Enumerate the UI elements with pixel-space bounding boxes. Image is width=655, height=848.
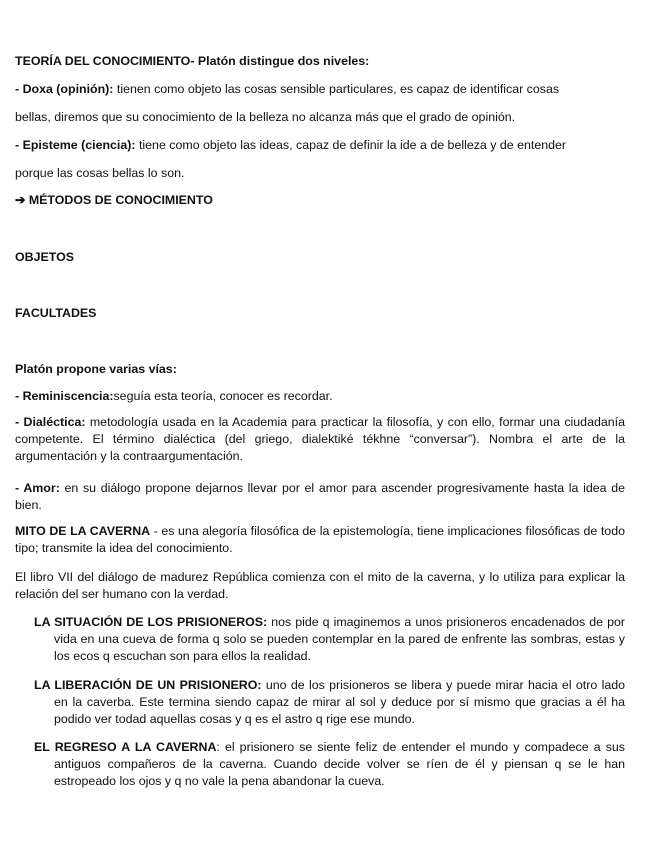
objects-heading: OBJETOS — [15, 250, 74, 264]
episteme-line-2: porque las cosas bellas lo son. — [15, 166, 185, 180]
situacion-item: LA SITUACIÓN DE LOS PRISIONEROS: nos pide q imaginemos a unos prisioneros encadenados de por vida en una cueva de forma q solo se pueden contemplar en la pared de enfrente las sombras, estas y los ecos q escuchan son para ellos la realidad. — [34, 615, 625, 663]
regreso-item: EL REGRESO A LA CAVERNA: el prisionero se siente feliz de entender el mundo y compadece a sus antiguos compañeros de la caverna. Cuando decide volver se ríen de él y piensan q se le han estropeado los ojos y q no vale la pena abandonar la cueva. — [34, 740, 626, 788]
methods-heading: ➔ MÉTODOS DE CONOCIMIENTO — [15, 193, 213, 207]
episteme-line-1: - Episteme (ciencia): tiene como objeto las ideas, capaz de definir la ide a de belleza y de entender — [15, 138, 567, 152]
libro-paragraph: El libro VII del diálogo de madurez República comienza con el mito de la caverna, y lo utiliza para explicar la relación del ser humano con la verdad. — [15, 570, 625, 601]
faculties-heading: FACULTADES — [15, 306, 97, 320]
theory-heading: TEORÍA DEL CONOCIMIENTO- Platón distingue dos niveles: — [15, 54, 370, 68]
reminiscencia-item: - Reminiscencia:seguía esta teoría, conocer es recordar. — [15, 389, 333, 403]
doxa-line-2: bellas, diremos que su conocimiento de la belleza no alcanza más que el grado de opinión. — [15, 110, 516, 124]
liberacion-item: LA LIBERACIÓN DE UN PRISIONERO: uno de los prisioneros se libera y puede mirar hacia el otro lado en la caverba. Este termina siendo capaz de mirar al sol y deduce por sí mismo que gracias a él ha podido ver todad aquellas cosas y q es el astro q rige ese mundo. — [34, 678, 626, 726]
amor-item: - Amor: en su diálogo propone dejarnos llevar por el amor para ascender progresivamente hasta la idea de bien. — [15, 481, 625, 512]
mito-paragraph: MITO DE LA CAVERNA - es una alegoría filosófica de la epistemología, tiene implicaciones filosóficas de todo tipo; transmite la idea del conocimiento. — [15, 524, 625, 555]
doxa-line-1: - Doxa (opinión): tienen como objeto las cosas sensible particulares, es capaz de identificar cosas — [15, 82, 560, 96]
dialectica-item: - Dialéctica: metodología usada en la Academia para practicar la filosofía, y con ello, formar una ciudadanía competente. El término dialéctica (del griego, dialektiké tékhne “conversar”). Nombra el arte de la argumentación y la contraargumentación. — [15, 415, 625, 463]
vias-heading: Platón propone varias vías: — [15, 362, 177, 376]
